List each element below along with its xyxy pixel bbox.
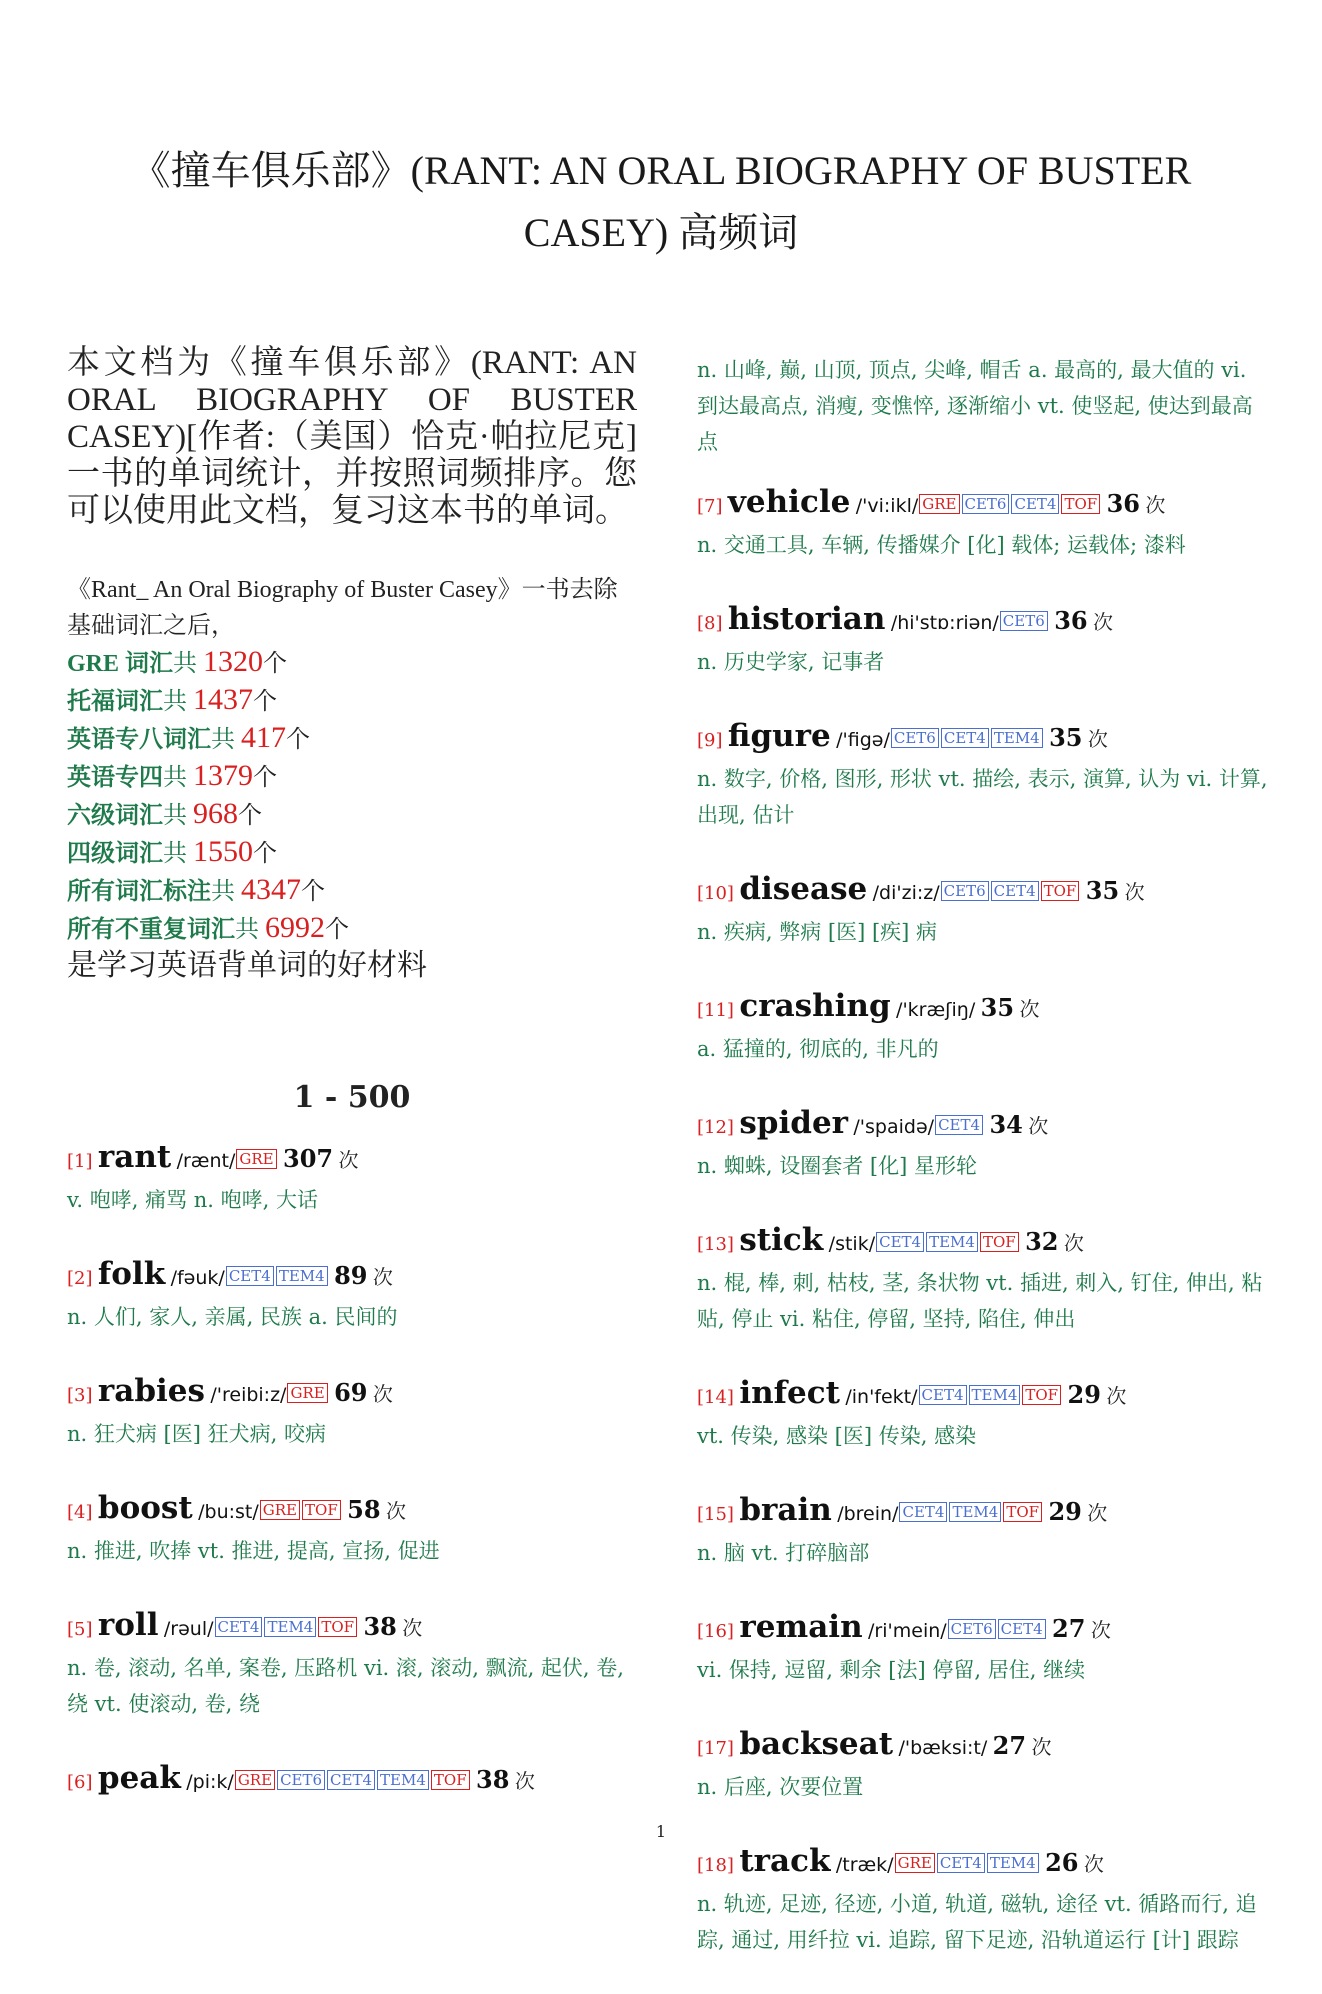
entry-definition: vi. 保持, 逗留, 剩余 [法] 停留, 居住, 继续	[697, 1658, 1086, 1682]
entry-definition: n. 历史学家, 记事者	[697, 650, 885, 674]
entry-word: boost	[97, 1490, 193, 1526]
entry-word: stick	[739, 1222, 824, 1258]
headword-line	[697, 1103, 1272, 1148]
entry-word: crashing	[739, 988, 891, 1024]
entry-index: [5]	[67, 1619, 93, 1640]
entry-definition: n. 疾病, 弊病 [医] [疾] 病	[697, 920, 938, 944]
entry-count: 32	[1025, 1227, 1059, 1256]
entry-word: roll	[97, 1607, 159, 1643]
intro-summary: 《Rant_ An Oral Biography of Buster Casey》一书去除基础词汇之后，	[67, 577, 618, 639]
entry-index: [13]	[697, 1234, 734, 1255]
level-tag: TOF	[431, 1770, 470, 1790]
stat-value: 4347	[241, 873, 301, 906]
left-column	[67, 345, 637, 1839]
stat-unit: 个	[325, 917, 349, 943]
entry-index: [3]	[67, 1385, 93, 1406]
stat-value: 417	[241, 721, 286, 754]
word-entry	[67, 1488, 637, 1569]
intro-paragraph: 本文档为《撞车俱乐部》(RANT: AN ORAL BIOGRAPHY OF BUSTER CASEY)[作者:（美国）恰克·帕拉尼克]一书的单词统计，并按照词频排序。您可以使用此文档，复习这本书的单词。	[67, 345, 637, 529]
entry-index: [17]	[697, 1738, 734, 1759]
stat-label-rest: 共	[173, 651, 204, 677]
word-entry	[697, 869, 1272, 950]
level-tag: TOF	[1022, 1385, 1061, 1405]
entry-times: 次	[1124, 880, 1145, 904]
entry-times: 次	[1145, 493, 1166, 517]
title-line-2: CASEY) 高频词	[523, 210, 799, 255]
stat-label-rest: 共	[211, 727, 241, 753]
entry-times: 次	[372, 1265, 393, 1289]
entry-times: 次	[514, 1769, 535, 1793]
entry-definition: v. 咆哮, 痛骂 n. 咆哮, 大话	[67, 1188, 318, 1212]
level-tag: TOF	[1061, 494, 1100, 514]
entry-word: remain	[739, 1609, 863, 1645]
entry-phonetic: /rænt/	[176, 1150, 236, 1172]
level-tag: GRE	[236, 1149, 276, 1169]
entry-phonetic: /hi'stɒ:riən/	[890, 612, 999, 634]
level-tag: CET4	[937, 1853, 985, 1873]
entry-count: 35	[1085, 876, 1120, 905]
entry-phonetic: /'bæksi:t/	[898, 1737, 988, 1759]
headword-line	[67, 1605, 637, 1650]
entry-count: 35	[1049, 723, 1083, 752]
entry-definition: n. 卷, 滚动, 名单, 案卷, 压路机 vi. 滚, 滚动, 飘流, 起伏, 卷, 绕 vt. 使滚动, 卷, 绕	[67, 1656, 624, 1716]
level-tag: CET6	[277, 1770, 325, 1790]
stat-label-rest: 共	[163, 765, 193, 791]
entry-index: [18]	[697, 1855, 734, 1876]
stat-value: 1437	[193, 683, 253, 716]
level-tag: CET4	[327, 1770, 375, 1790]
level-tag: TEM4	[949, 1502, 1001, 1522]
level-tag: CET4	[998, 1619, 1046, 1639]
entry-count: 69	[334, 1378, 368, 1407]
headword-line	[67, 1371, 637, 1416]
entry-index: [10]	[697, 883, 734, 904]
level-tag: CET6	[941, 881, 989, 901]
entry-times: 次	[1031, 1735, 1052, 1759]
stat-label-rest: 共	[163, 689, 193, 715]
level-tag: TEM4	[926, 1232, 978, 1252]
level-tag: TOF	[318, 1617, 357, 1637]
stat-label: 英语专八词汇	[67, 727, 211, 753]
entry-phonetic: /træk/	[835, 1854, 894, 1876]
stat-label: 所有词汇标注	[67, 879, 211, 905]
stat-row	[67, 872, 637, 910]
entry-index: [7]	[697, 496, 723, 517]
stat-unit: 个	[286, 727, 310, 753]
entry-count: 38	[476, 1765, 510, 1794]
entry-phonetic: /fəuk/	[170, 1267, 225, 1289]
entry-count: 26	[1045, 1848, 1079, 1877]
entry-index: [2]	[67, 1268, 93, 1289]
stat-label: GRE 词汇	[67, 651, 174, 677]
headword-line	[67, 1254, 637, 1299]
stat-value: 6992	[265, 911, 325, 944]
stat-label-rest: 共	[163, 803, 193, 829]
headword-line	[697, 1220, 1272, 1265]
entry-count: 29	[1048, 1497, 1082, 1526]
entry-count: 35	[980, 993, 1015, 1022]
level-tag: CET6	[891, 728, 939, 748]
entry-times: 次	[1093, 610, 1113, 634]
entry-phonetic: /'spaidə/	[853, 1116, 935, 1138]
entry-phonetic: /bu:st/	[198, 1501, 259, 1523]
word-entry	[697, 599, 1272, 680]
headword-line	[697, 599, 1272, 644]
entry-definition: a. 猛撞的, 彻底的, 非凡的	[697, 1037, 939, 1061]
entries-left	[67, 1137, 637, 1803]
level-tag: CET6	[1000, 611, 1048, 631]
level-tag: TOF	[1003, 1502, 1042, 1522]
word-entry	[697, 986, 1272, 1067]
entry-phonetic: /stik/	[828, 1233, 876, 1255]
entry-times: 次	[1087, 727, 1108, 751]
entries-right	[697, 482, 1272, 1958]
entry-word: figure	[727, 718, 831, 754]
level-tag: TEM4	[991, 728, 1043, 748]
entry-times: 次	[1087, 1501, 1108, 1525]
word-entry	[697, 1607, 1272, 1688]
entry-phonetic: /'reibi:z/	[210, 1384, 287, 1406]
entry-times: 次	[1028, 1114, 1049, 1138]
entry-word: brain	[739, 1492, 832, 1528]
entry-phonetic: /brein/	[837, 1503, 899, 1525]
word-entry	[67, 1758, 637, 1803]
stat-unit: 个	[301, 879, 325, 905]
stat-value: 968	[193, 797, 238, 830]
level-tag: CET6	[962, 494, 1010, 514]
level-tag: CET4	[991, 881, 1039, 901]
stat-value: 1320	[203, 645, 264, 678]
closing-line: 是学习英语背单词的好材料	[67, 948, 427, 983]
entry-definition: n. 狂犬病 [医] 狂犬病, 咬病	[67, 1422, 326, 1446]
word-entry	[697, 1490, 1272, 1571]
entry-times: 次	[1063, 1231, 1084, 1255]
level-tag: TEM4	[969, 1385, 1021, 1405]
word-entry	[697, 482, 1272, 563]
headword-line	[697, 1841, 1272, 1886]
word-entry	[67, 1254, 637, 1335]
level-tag: CET4	[226, 1266, 274, 1286]
level-tag: GRE	[919, 494, 959, 514]
entry-definition: n. 推进, 吹捧 vt. 推进, 提高, 宣扬, 促进	[67, 1539, 440, 1563]
word-entry	[67, 1371, 637, 1452]
word-entry	[697, 1841, 1272, 1958]
stat-label: 所有不重复词汇	[67, 917, 235, 943]
entry-definition: n. 轨迹, 足迹, 径迹, 小道, 轨道, 磁轨, 途径 vt. 循路而行, 追踪, 通过, 用纤拉 vi. 追踪, 留下足迹, 沿轨道运行 [计] 跟踪	[697, 1892, 1257, 1952]
level-tag: GRE	[235, 1770, 275, 1790]
entry-count: 36	[1054, 606, 1088, 635]
entry-times: 次	[1019, 997, 1040, 1021]
entry-count: 29	[1067, 1380, 1101, 1409]
word-entry	[697, 1220, 1272, 1337]
entry-count: 89	[334, 1261, 368, 1290]
entry-definition: n. 数字, 价格, 图形, 形状 vt. 描绘, 表示, 演算, 认为 vi. 计算, 出现, 估计	[697, 767, 1268, 827]
entry-index: [1]	[67, 1151, 93, 1172]
entry-definition: n. 脑 vt. 打碎脑部	[697, 1541, 870, 1565]
entry-word: vehicle	[727, 484, 851, 520]
stat-label-rest: 共	[163, 841, 193, 867]
level-tag: GRE	[895, 1853, 935, 1873]
level-tag: CET4	[215, 1617, 263, 1637]
level-tag: TOF	[1041, 881, 1080, 901]
stat-value: 1550	[193, 835, 253, 868]
entry-phonetic: /rəul/	[163, 1618, 214, 1640]
word-entry	[697, 1373, 1272, 1454]
entry-index: [12]	[697, 1117, 734, 1138]
entry-phonetic: /'vi:ikl/	[855, 495, 919, 517]
page-number: 1	[655, 1822, 667, 1841]
entry-word: peak	[97, 1760, 181, 1796]
entry-definition: n. 交通工具, 车辆, 传播媒介 [化] 载体; 运载体; 漆料	[697, 533, 1186, 557]
stats-list	[67, 644, 637, 948]
peak-definition-continued: n. 山峰, 巅, 山顶, 顶点, 尖峰, 帽舌 a. 最高的, 最大值的 vi. 到达最高点, 消瘦, 变憔悴, 逐渐缩小 vt. 使竖起, 使达到最高点	[697, 358, 1253, 454]
headword-line	[697, 1373, 1272, 1418]
word-entry	[697, 1103, 1272, 1184]
level-tag: CET4	[919, 1385, 967, 1405]
entry-times: 次	[1090, 1618, 1111, 1642]
stat-row	[67, 720, 637, 758]
word-entry	[67, 1605, 637, 1722]
level-tag: GRE	[260, 1500, 300, 1520]
entry-definition: n. 棍, 棒, 刺, 枯枝, 茎, 条状物 vt. 插进, 刺入, 钉住, 伸出, 粘贴, 停止 vi. 粘住, 停留, 坚持, 陷住, 伸出	[697, 1271, 1263, 1331]
entry-times: 次	[338, 1148, 359, 1172]
range-heading: 1 - 500	[293, 1080, 411, 1115]
level-tag: CET4	[876, 1232, 924, 1252]
entry-count: 27	[1052, 1614, 1086, 1643]
level-tag: GRE	[287, 1383, 327, 1403]
entry-index: [14]	[697, 1387, 734, 1408]
entry-phonetic: /'kræʃiŋ/	[896, 999, 976, 1021]
entry-phonetic: /pi:k/	[186, 1771, 234, 1793]
entry-word: rabies	[97, 1373, 205, 1409]
headword-line	[697, 869, 1272, 914]
headword-line	[697, 1724, 1272, 1769]
entry-count: 58	[347, 1495, 381, 1524]
entry-count: 307	[283, 1144, 334, 1173]
stat-unit: 个	[253, 841, 277, 867]
stat-unit: 个	[253, 765, 277, 791]
level-tag: TEM4	[276, 1266, 328, 1286]
stat-unit: 个	[238, 803, 262, 829]
stat-label: 托福词汇	[67, 689, 163, 715]
entry-index: [9]	[697, 730, 723, 751]
level-tag: CET4	[899, 1502, 947, 1522]
stat-unit: 个	[263, 651, 288, 677]
level-tag: CET4	[941, 728, 989, 748]
document-title	[100, 140, 1222, 264]
word-entry	[697, 1724, 1272, 1805]
entry-phonetic: /'figə/	[836, 729, 890, 751]
entry-word: infect	[739, 1375, 840, 1411]
headword-line	[697, 482, 1272, 527]
stat-row	[67, 834, 637, 872]
level-tag: CET6	[948, 1619, 996, 1639]
entry-definition: n. 后座, 次要位置	[697, 1775, 864, 1799]
stat-unit: 个	[253, 689, 277, 715]
stat-row	[67, 758, 637, 796]
stat-row	[67, 796, 637, 834]
level-tag: CET4	[1011, 494, 1059, 514]
headword-line	[697, 1490, 1272, 1535]
entry-count: 27	[992, 1731, 1027, 1760]
entry-times: 次	[372, 1382, 393, 1406]
stat-label: 六级词汇	[67, 803, 163, 829]
level-tag: TOF	[980, 1232, 1019, 1252]
entry-index: [6]	[67, 1772, 93, 1793]
entry-index: [4]	[67, 1502, 93, 1523]
stat-value: 1379	[193, 759, 253, 792]
headword-line	[697, 986, 1272, 1031]
entry-count: 38	[363, 1612, 397, 1641]
entry-times: 次	[1106, 1384, 1127, 1408]
entry-definition: n. 蜘蛛, 设圈套者 [化] 星形轮	[697, 1154, 977, 1178]
level-tag: TEM4	[987, 1853, 1039, 1873]
stat-label-rest: 共	[235, 917, 265, 943]
stat-label-rest: 共	[211, 879, 241, 905]
stat-label: 英语专四	[67, 765, 163, 791]
entry-word: spider	[739, 1105, 848, 1141]
entry-word: rant	[97, 1139, 172, 1175]
entry-phonetic: /in'fekt/	[845, 1386, 918, 1408]
entry-times: 次	[402, 1616, 423, 1640]
level-tag: CET4	[935, 1115, 983, 1135]
entry-word: historian	[727, 601, 886, 637]
entry-word: track	[739, 1843, 831, 1879]
entry-word: folk	[97, 1256, 166, 1292]
entry-word: backseat	[739, 1726, 894, 1762]
entry-times: 次	[385, 1499, 406, 1523]
entry-index: [11]	[697, 1000, 734, 1021]
headword-line	[67, 1488, 637, 1533]
entry-times: 次	[1083, 1852, 1104, 1876]
title-line-1: 《撞车俱乐部》(RANT: AN ORAL BIOGRAPHY OF BUSTER	[130, 148, 1192, 193]
entry-count: 36	[1106, 489, 1140, 518]
right-column	[697, 352, 1272, 1994]
entry-phonetic: /di'zi:z/	[872, 882, 940, 904]
entry-definition: vt. 传染, 感染 [医] 传染, 感染	[697, 1424, 977, 1448]
entry-index: [16]	[697, 1621, 734, 1642]
stat-row	[67, 644, 637, 682]
entry-index: [15]	[697, 1504, 734, 1525]
entry-phonetic: /ri'mein/	[868, 1620, 947, 1642]
headword-line	[697, 1607, 1272, 1652]
stat-label: 四级词汇	[67, 841, 163, 867]
headword-line	[67, 1758, 637, 1803]
word-entry	[67, 1137, 637, 1218]
word-entry	[697, 716, 1272, 833]
level-tag: TEM4	[377, 1770, 429, 1790]
entry-count: 34	[989, 1110, 1023, 1139]
stat-row	[67, 910, 637, 948]
level-tag: TOF	[302, 1500, 341, 1520]
level-tag: TEM4	[264, 1617, 316, 1637]
headword-line	[67, 1137, 637, 1182]
entry-definition: n. 人们, 家人, 亲属, 民族 a. 民间的	[67, 1305, 398, 1329]
stat-row	[67, 682, 637, 720]
headword-line	[697, 716, 1272, 761]
entry-index: [8]	[697, 613, 723, 634]
entry-word: disease	[739, 871, 868, 907]
